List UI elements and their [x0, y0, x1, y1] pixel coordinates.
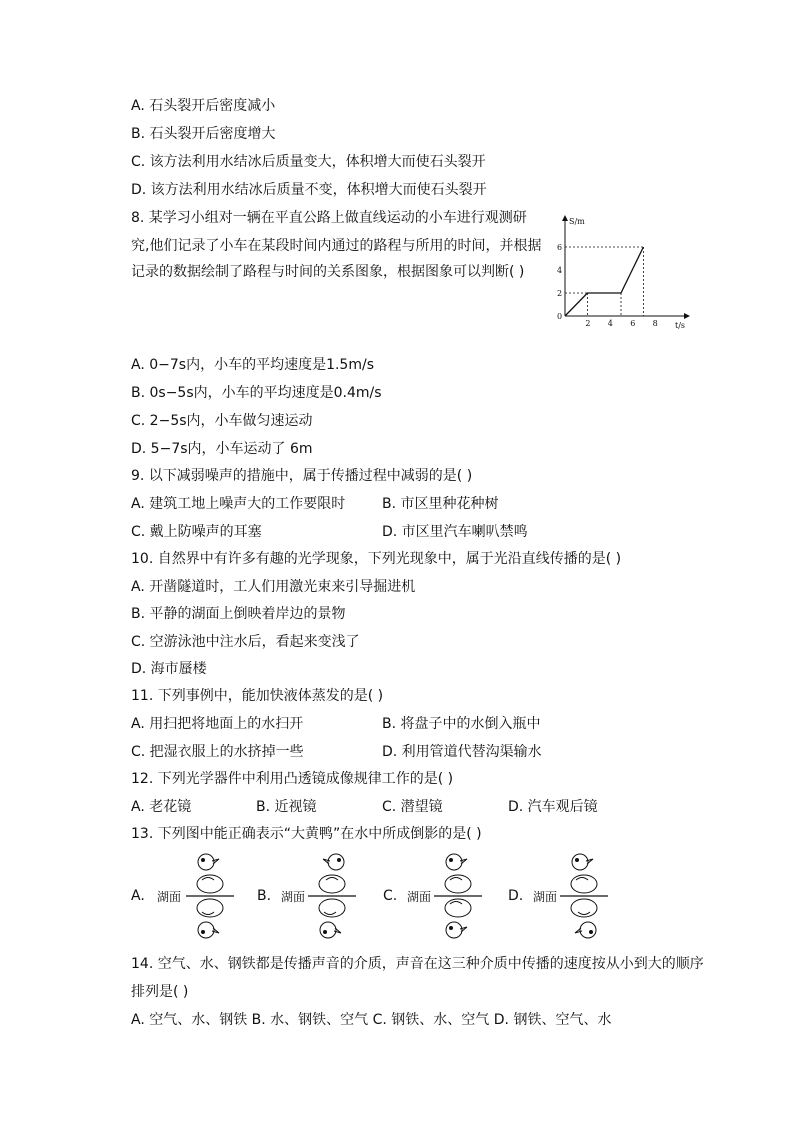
x-tick-8: 8	[652, 319, 658, 328]
q9-option-b: B. 市区里种花种树	[382, 496, 499, 512]
x-tick-6: 6	[630, 319, 636, 328]
dashed-guides	[565, 247, 643, 316]
q8-option-a: A. 0−7s内，小车的平均速度是1.5m/s	[131, 357, 374, 373]
y-tick-labels	[557, 243, 562, 321]
lake-surface-label-b: 湖面	[281, 890, 306, 904]
series-line	[565, 247, 643, 316]
q10-option-d: D. 海市蜃楼	[131, 661, 207, 677]
q8-stem-line-3: 记录的数据绘制了路程与时间的关系图象，根据图象可以判断( )	[131, 264, 525, 280]
q9-option-c: C. 戴上防噪声的耳塞	[131, 524, 262, 540]
q13-label-b: B.	[257, 888, 272, 904]
x-tick-2: 2	[585, 319, 591, 328]
q11-option-d: D. 利用管道代替沟渠输水	[382, 744, 542, 760]
q11-option-b: B. 将盘子中的水倒入瓶中	[382, 716, 541, 732]
q12-option-b: B. 近视镜	[256, 799, 317, 815]
q10-stem: 10. 自然界中有许多有趣的光学现象，下列光现象中，属于光沿直线传播的是( )	[131, 551, 622, 567]
x-tick-labels	[585, 319, 657, 328]
q7-option-b: B. 石头裂开后密度增大	[131, 126, 276, 142]
q8-option-c: C. 2−5s内，小车做匀速运动	[131, 413, 313, 429]
q8-stem-line-2: 究,他们记录了小车在某段时间内通过的路程与所用的时间，并根据	[131, 238, 542, 254]
q9-option-a: A. 建筑工地上噪声大的工作要限时	[131, 496, 346, 512]
q10-option-b: B. 平静的湖面上倒映着岸边的景物	[131, 606, 346, 622]
q9-option-d: D. 市区里汽车喇叭禁鸣	[382, 524, 528, 540]
q12-stem: 12. 下列光学器件中利用凸透镜成像规律工作的是( )	[131, 771, 454, 787]
q9-stem: 9. 以下减弱噪声的措施中，属于传播过程中减弱的是( )	[131, 468, 473, 484]
q7-option-a: A. 石头裂开后密度减小	[131, 98, 276, 114]
duck-figure-c	[434, 850, 484, 946]
q12-option-a: A. 老花镜	[131, 799, 192, 815]
q11-stem: 11. 下列事例中，能加快液体蒸发的是( )	[131, 688, 384, 704]
q14-stem-line-2: 排列是( )	[131, 984, 189, 1000]
q8-option-d: D. 5−7s内，小车运动了 6m	[131, 441, 313, 457]
y-axis-label: S/m	[569, 217, 585, 226]
q8-option-b: B. 0s−5s内，小车的平均速度是0.4m/s	[131, 385, 382, 401]
duck-figure-d	[560, 850, 610, 946]
q14-options: A. 空气、水、钢铁 B. 水、钢铁、空气 C. 钢铁、水、空气 D. 钢铁、空气、水	[131, 1012, 612, 1028]
x-axis-label: t/s	[675, 321, 686, 330]
y-tick-4: 4	[557, 266, 563, 275]
lake-surface-label-a: 湖面	[157, 890, 182, 904]
q13-stem: 13. 下列图中能正确表示“大黄鸭”在水中所成倒影的是( )	[131, 826, 482, 842]
q10-option-a: A. 开凿隧道时，工人们用激光束来引导掘进机	[131, 579, 416, 595]
q7-option-c: C. 该方法利用水结冰后质量变大，体积增大而使石头裂开	[131, 154, 486, 170]
q7-option-d: D. 该方法利用水结冰后质量不变，体积增大而使石头裂开	[131, 182, 487, 198]
duck-figure-a	[186, 850, 236, 946]
y-tick-6: 6	[557, 243, 563, 252]
x-tick-4: 4	[607, 319, 613, 328]
q13-label-a: A.	[131, 888, 145, 904]
q8-stem-line-1: 8. 某学习小组对一辆在平直公路上做直线运动的小车进行观测研	[131, 210, 527, 226]
q12-option-c: C. 潜望镜	[382, 799, 443, 815]
q11-option-c: C. 把湿衣服上的水挤掉一些	[131, 744, 304, 760]
lake-surface-label-c: 湖面	[407, 890, 432, 904]
q13-label-c: C.	[383, 888, 398, 904]
y-tick-2: 2	[557, 289, 563, 298]
duck-figure-b	[308, 850, 358, 946]
y-tick-0: 0	[557, 312, 563, 321]
q10-option-c: C. 空游泳池中注水后，看起来变浅了	[131, 634, 360, 650]
q13-label-d: D.	[508, 888, 524, 904]
duck-reflection-choices	[0, 850, 794, 946]
q14-stem-line-1: 14. 空气、水、钢铁都是传播声音的介质，声音在这三种介质中传播的速度按从小到大的顺序	[131, 956, 704, 972]
q11-option-a: A. 用扫把将地面上的水扫开	[131, 716, 304, 732]
distance-time-graph	[555, 210, 695, 332]
q12-option-d: D. 汽车观后镜	[508, 799, 598, 815]
lake-surface-label-d: 湖面	[533, 890, 558, 904]
